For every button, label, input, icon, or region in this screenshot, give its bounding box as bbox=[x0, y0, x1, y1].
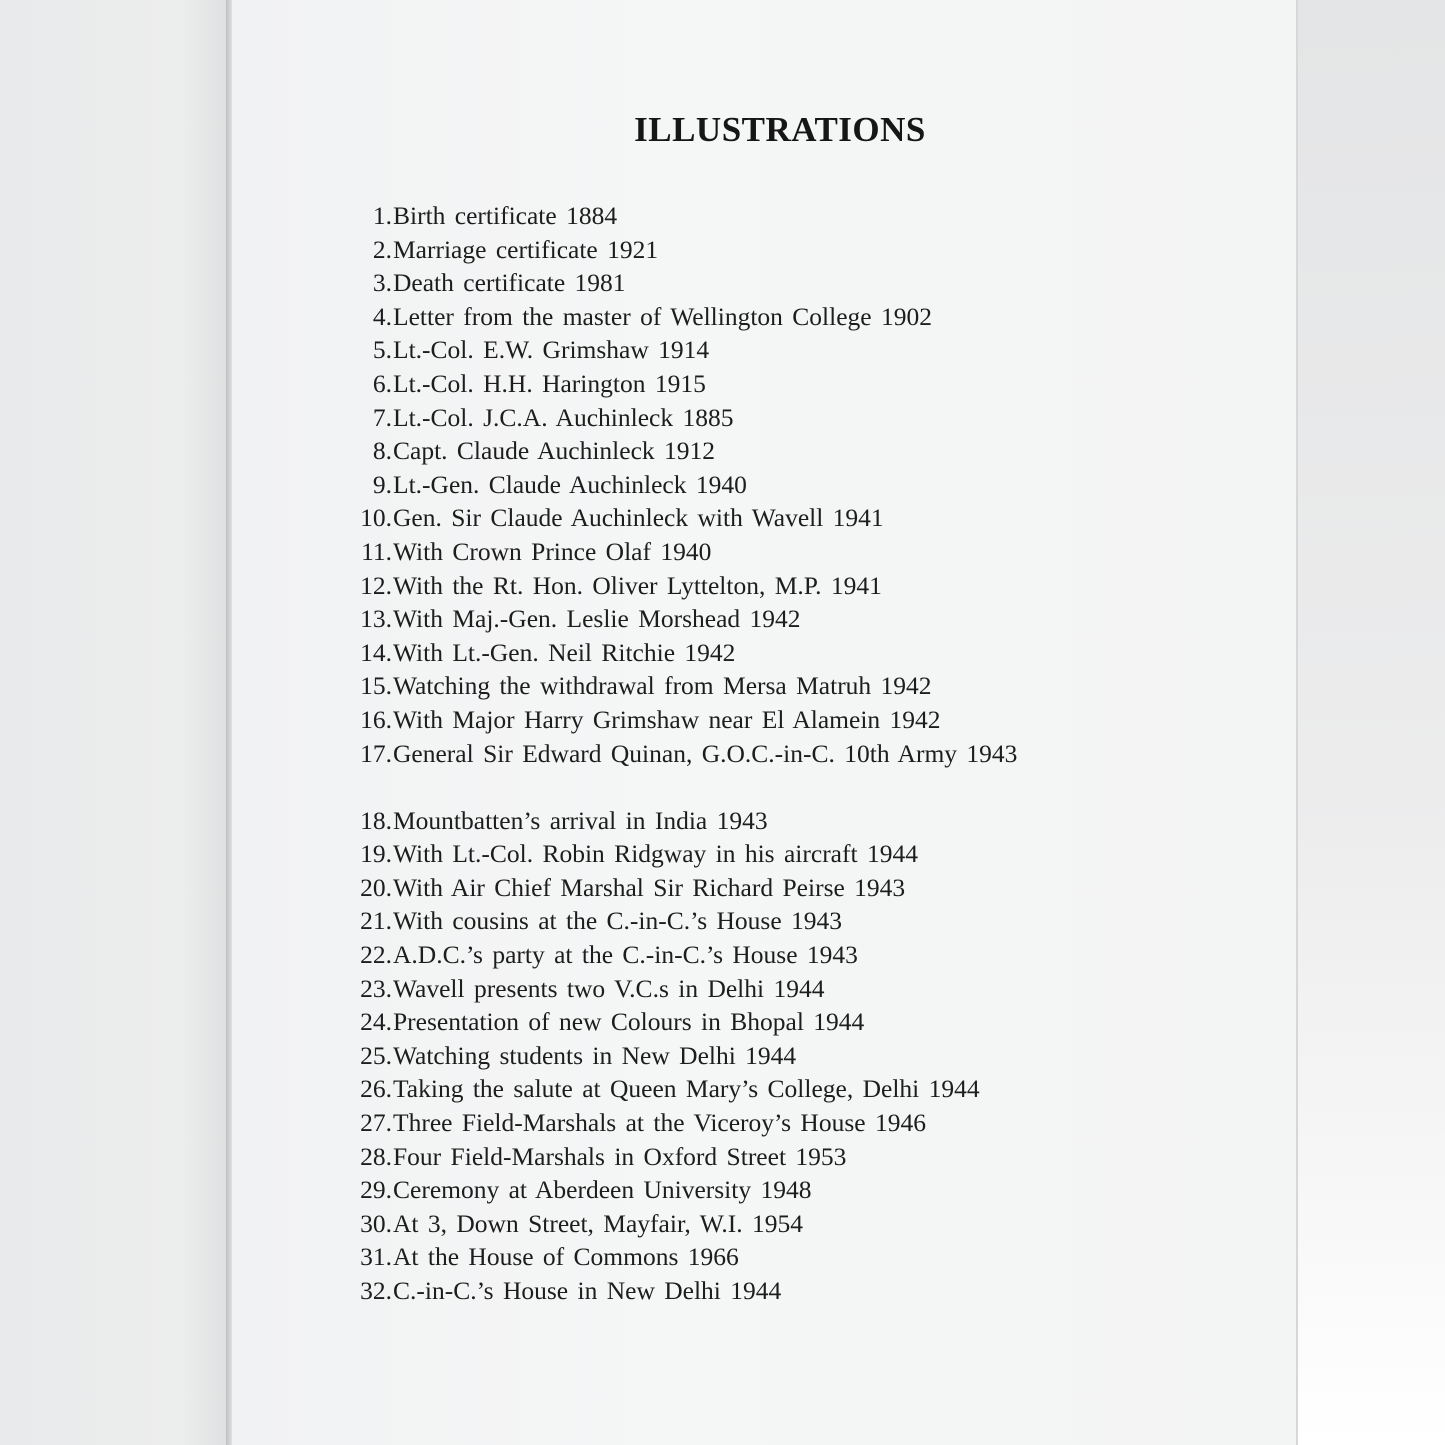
item-caption: Three Field-Marshals at the Viceroy’s House 1946 bbox=[393, 1108, 926, 1138]
list-item bbox=[340, 535, 1260, 569]
item-caption: With Maj.-Gen. Leslie Morshead 1942 bbox=[393, 604, 801, 634]
item-caption: Wavell presents two V.C.s in Delhi 1944 bbox=[393, 973, 825, 1003]
list-item bbox=[340, 199, 1260, 233]
list-item bbox=[340, 1106, 1260, 1140]
list-item bbox=[340, 904, 1260, 938]
item-number: 9. bbox=[372, 469, 392, 499]
item-number: 12. bbox=[360, 570, 392, 600]
list-item bbox=[340, 972, 1260, 1006]
item-caption: Gen. Sir Claude Auchinleck with Wavell 1941 bbox=[393, 503, 884, 533]
item-caption: Ceremony at Aberdeen University 1948 bbox=[393, 1175, 812, 1205]
item-caption: With Lt.-Gen. Neil Ritchie 1942 bbox=[393, 637, 736, 667]
item-caption: At the House of Commons 1966 bbox=[393, 1242, 739, 1272]
list-item bbox=[340, 367, 1260, 401]
item-number: 17. bbox=[360, 738, 392, 768]
item-number: 13. bbox=[360, 604, 392, 634]
item-number: 16. bbox=[360, 704, 392, 734]
list-item bbox=[340, 703, 1260, 737]
item-caption: Watching students in New Delhi 1944 bbox=[393, 1040, 797, 1070]
item-number: 31. bbox=[360, 1242, 392, 1272]
item-caption: Mountbatten’s arrival in India 1943 bbox=[393, 805, 768, 835]
item-caption: Death certificate 1981 bbox=[393, 268, 626, 298]
illustrations-list bbox=[340, 199, 1260, 1308]
list-item bbox=[340, 266, 1260, 300]
item-number: 15. bbox=[360, 671, 392, 701]
item-number: 27. bbox=[360, 1108, 392, 1138]
item-caption: Lt.-Gen. Claude Auchinleck 1940 bbox=[393, 469, 747, 499]
list-item bbox=[340, 1072, 1260, 1106]
item-number: 8. bbox=[372, 436, 392, 466]
item-number: 1. bbox=[372, 201, 392, 230]
item-caption: With the Rt. Hon. Oliver Lyttelton, M.P. 1941 bbox=[393, 570, 882, 600]
item-number: 5. bbox=[372, 335, 392, 365]
item-number: 20. bbox=[360, 872, 392, 902]
item-number: 7. bbox=[372, 402, 392, 432]
item-number: 19. bbox=[360, 839, 392, 869]
item-number: 3. bbox=[372, 268, 392, 298]
item-number: 18. bbox=[360, 805, 392, 835]
item-number: 26. bbox=[360, 1074, 392, 1104]
list-item bbox=[340, 1207, 1260, 1241]
item-caption: Lt.-Col. H.H. Harington 1915 bbox=[393, 368, 706, 398]
item-caption: Four Field-Marshals in Oxford Street 1953 bbox=[393, 1141, 847, 1171]
item-caption: C.-in-C.’s House in New Delhi 1944 bbox=[393, 1276, 782, 1305]
list-item bbox=[340, 837, 1260, 871]
list-item bbox=[340, 468, 1260, 502]
item-number: 21. bbox=[360, 906, 392, 936]
list-item bbox=[340, 1173, 1260, 1207]
list-item bbox=[340, 434, 1260, 468]
item-caption: Presentation of new Colours in Bhopal 1944 bbox=[393, 1007, 865, 1037]
item-caption: General Sir Edward Quinan, G.O.C.-in-C. 10th Army 1943 bbox=[393, 738, 1018, 768]
item-number: 14. bbox=[360, 637, 392, 667]
item-number: 10. bbox=[360, 503, 392, 533]
item-caption: Marriage certificate 1921 bbox=[393, 234, 659, 264]
list-item bbox=[340, 569, 1260, 603]
item-number: 25. bbox=[360, 1040, 392, 1070]
item-caption: Watching the withdrawal from Mersa Matruh 1942 bbox=[393, 671, 932, 701]
item-number: 4. bbox=[372, 301, 392, 331]
item-caption: Lt.-Col. J.C.A. Auchinleck 1885 bbox=[393, 402, 734, 432]
item-caption: With Lt.-Col. Robin Ridgway in his aircraft 1944 bbox=[393, 839, 918, 869]
item-number: 23. bbox=[360, 973, 392, 1003]
item-caption: With cousins at the C.-in-C.’s House 1943 bbox=[393, 906, 843, 936]
list-item bbox=[340, 804, 1260, 838]
item-number: 2. bbox=[372, 234, 392, 264]
item-caption: Taking the salute at Queen Mary’s College, Delhi 1944 bbox=[393, 1074, 980, 1104]
item-caption: Lt.-Col. E.W. Grimshaw 1914 bbox=[393, 335, 710, 365]
item-caption: Capt. Claude Auchinleck 1912 bbox=[393, 436, 716, 466]
item-number: 32. bbox=[360, 1276, 392, 1305]
list-item bbox=[340, 938, 1260, 972]
item-caption: Birth certificate 1884 bbox=[393, 201, 618, 230]
list-item bbox=[340, 333, 1260, 367]
item-caption: A.D.C.’s party at the C.-in-C.’s House 1943 bbox=[393, 940, 858, 970]
list-item bbox=[340, 737, 1260, 804]
item-caption: With Air Chief Marshal Sir Richard Peirse 1943 bbox=[393, 872, 906, 902]
item-caption: With Major Harry Grimshaw near El Alamein 1942 bbox=[393, 704, 941, 734]
item-number: 24. bbox=[360, 1007, 392, 1037]
list-item bbox=[340, 300, 1260, 334]
item-number: 29. bbox=[360, 1175, 392, 1205]
list-item bbox=[340, 501, 1260, 535]
list-item bbox=[340, 1005, 1260, 1039]
background-surface bbox=[1298, 0, 1445, 1445]
list-item bbox=[340, 871, 1260, 905]
list-item bbox=[340, 1039, 1260, 1073]
list-item bbox=[340, 636, 1260, 670]
list-item bbox=[340, 401, 1260, 435]
list-item bbox=[340, 233, 1260, 267]
item-caption: At 3, Down Street, Mayfair, W.I. 1954 bbox=[393, 1208, 804, 1238]
item-caption: With Crown Prince Olaf 1940 bbox=[393, 536, 712, 566]
facing-page bbox=[0, 0, 228, 1445]
item-number: 11. bbox=[361, 536, 392, 566]
item-number: 30. bbox=[360, 1208, 392, 1238]
page-title: ILLUSTRATIONS bbox=[634, 110, 926, 149]
list-item bbox=[340, 602, 1260, 636]
item-number: 6. bbox=[372, 368, 392, 398]
list-item bbox=[340, 1140, 1260, 1174]
list-item bbox=[340, 1240, 1260, 1274]
item-number: 28. bbox=[360, 1141, 392, 1171]
item-caption: Letter from the master of Wellington College 1902 bbox=[393, 301, 932, 331]
list-item bbox=[340, 669, 1260, 703]
item-number: 22. bbox=[360, 940, 392, 970]
list-item bbox=[340, 1274, 1260, 1308]
